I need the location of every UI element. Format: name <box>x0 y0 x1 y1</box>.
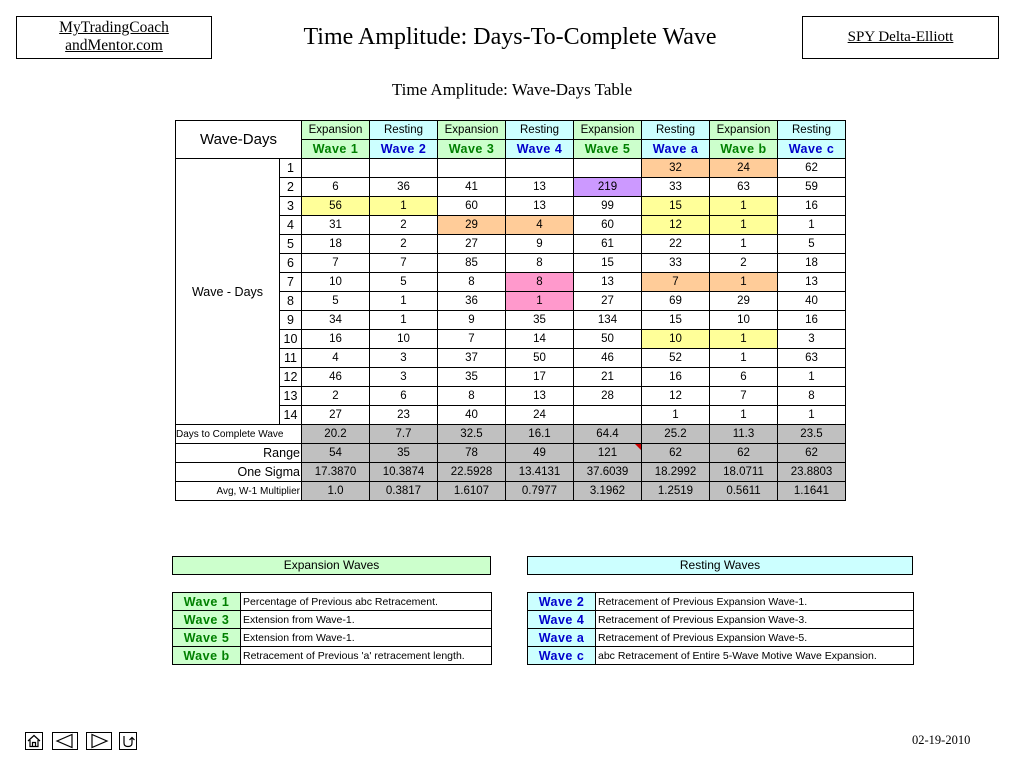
table-cell: 50 <box>506 349 574 368</box>
legend-wave: Wave a <box>528 629 596 647</box>
table-cell: 16 <box>302 330 370 349</box>
table-cell: 27 <box>438 235 506 254</box>
corner-label: Wave-Days <box>176 121 302 159</box>
stat-value: 35 <box>370 444 438 463</box>
table-cell: 6 <box>370 387 438 406</box>
legend-wave: Wave 2 <box>528 593 596 611</box>
legend-row <box>173 611 492 629</box>
legend-description: abc Retracement of Entire 5-Wave Motive Wave Expansion. <box>596 647 914 665</box>
stat-row <box>176 444 846 463</box>
stat-value: 0.5611 <box>710 482 778 501</box>
stat-value: 1.0 <box>302 482 370 501</box>
table-cell: 1 <box>506 292 574 311</box>
expansion-legend-table <box>172 592 492 665</box>
table-cell: 63 <box>778 349 846 368</box>
table-cell: 18 <box>302 235 370 254</box>
table-cell: 59 <box>778 178 846 197</box>
table-cell: 1 <box>710 235 778 254</box>
spy-delta-elliott-link[interactable]: SPY Delta-Elliott <box>802 16 999 59</box>
stat-value: 0.7977 <box>506 482 574 501</box>
logo-line-1[interactable]: MyTradingCoach <box>59 19 169 36</box>
table-cell: 1 <box>642 406 710 425</box>
forward-icon[interactable] <box>86 732 112 750</box>
table-cell: 16 <box>642 368 710 387</box>
table-cell: 56 <box>302 197 370 216</box>
wave-type-header: Expansion <box>574 121 642 140</box>
wave-type-header: Expansion <box>302 121 370 140</box>
table-cell: 62 <box>778 159 846 178</box>
table-cell: 46 <box>574 349 642 368</box>
stat-value: 1.1641 <box>778 482 846 501</box>
row-number: 8 <box>280 292 302 311</box>
table-cell: 34 <box>302 311 370 330</box>
table-cell <box>574 159 642 178</box>
legend-row <box>528 647 914 665</box>
legend-description: Retracement of Previous Expansion Wave-1. <box>596 593 914 611</box>
table-cell: 60 <box>438 197 506 216</box>
table-cell: 2 <box>370 216 438 235</box>
table-type-row <box>176 121 846 140</box>
stat-value: 78 <box>438 444 506 463</box>
table-cell: 23 <box>370 406 438 425</box>
table-cell: 134 <box>574 311 642 330</box>
table-cell <box>574 406 642 425</box>
table-cell: 16 <box>778 311 846 330</box>
stat-value: 54 <box>302 444 370 463</box>
table-cell: 8 <box>438 387 506 406</box>
stat-value: 121 <box>574 444 642 463</box>
table-cell: 1 <box>710 216 778 235</box>
wave-name-header: Wave 1 <box>302 140 370 159</box>
table-cell: 29 <box>438 216 506 235</box>
table-cell: 36 <box>438 292 506 311</box>
stat-row <box>176 463 846 482</box>
stat-label: Days to Complete Wave <box>176 425 302 444</box>
wave-name-header: Wave 4 <box>506 140 574 159</box>
stat-value: 3.1962 <box>574 482 642 501</box>
table-cell: 33 <box>642 254 710 273</box>
table-cell: 32 <box>642 159 710 178</box>
stat-value: 20.2 <box>302 425 370 444</box>
table-cell: 9 <box>438 311 506 330</box>
legend-description: Extension from Wave-1. <box>241 611 492 629</box>
table-cell: 3 <box>370 368 438 387</box>
stat-value: 1.6107 <box>438 482 506 501</box>
table-cell: 7 <box>370 254 438 273</box>
table-cell: 13 <box>574 273 642 292</box>
table-cell: 4 <box>302 349 370 368</box>
row-number: 3 <box>280 197 302 216</box>
table-row <box>176 159 846 178</box>
table-cell: 61 <box>574 235 642 254</box>
stat-value: 32.5 <box>438 425 506 444</box>
table-cell: 31 <box>302 216 370 235</box>
legend-wave: Wave b <box>173 647 241 665</box>
table-cell <box>506 159 574 178</box>
table-cell: 33 <box>642 178 710 197</box>
stat-value: 17.3870 <box>302 463 370 482</box>
table-cell: 2 <box>370 235 438 254</box>
stat-value: 64.4 <box>574 425 642 444</box>
table-cell: 41 <box>438 178 506 197</box>
wave-type-header: Resting <box>506 121 574 140</box>
table-cell: 27 <box>574 292 642 311</box>
comment-marker[interactable] <box>635 444 641 450</box>
table-cell: 35 <box>506 311 574 330</box>
table-cell: 12 <box>642 216 710 235</box>
table-cell: 9 <box>506 235 574 254</box>
table-cell: 6 <box>302 178 370 197</box>
table-cell: 85 <box>438 254 506 273</box>
table-cell: 2 <box>302 387 370 406</box>
stat-label: Avg, W-1 Multiplier <box>176 482 302 501</box>
wave-days-table <box>175 120 846 501</box>
row-number: 6 <box>280 254 302 273</box>
page-title: Time Amplitude: Days-To-Complete Wave <box>303 24 717 50</box>
table-cell: 10 <box>710 311 778 330</box>
legend-description: Extension from Wave-1. <box>241 629 492 647</box>
resting-legend-table <box>527 592 914 665</box>
table-cell: 1 <box>370 197 438 216</box>
table-cell: 40 <box>438 406 506 425</box>
row-number: 7 <box>280 273 302 292</box>
table-cell: 7 <box>302 254 370 273</box>
table-cell: 4 <box>506 216 574 235</box>
table-cell <box>438 159 506 178</box>
stat-value: 16.1 <box>506 425 574 444</box>
wave-name-header: Wave 2 <box>370 140 438 159</box>
table-cell: 14 <box>506 330 574 349</box>
table-cell: 63 <box>710 178 778 197</box>
logo-box[interactable] <box>16 16 212 59</box>
table-cell: 1 <box>778 406 846 425</box>
table-cell: 219 <box>574 178 642 197</box>
legend-row <box>528 593 914 611</box>
table-cell: 8 <box>506 273 574 292</box>
row-number: 5 <box>280 235 302 254</box>
table-cell: 2 <box>710 254 778 273</box>
resting-waves-header: Resting Waves <box>527 556 913 575</box>
legend-wave: Wave 3 <box>173 611 241 629</box>
table-cell: 7 <box>642 273 710 292</box>
table-cell: 5 <box>370 273 438 292</box>
table-cell: 36 <box>370 178 438 197</box>
logo-line-2[interactable]: andMentor.com <box>65 37 163 54</box>
home-icon[interactable] <box>25 732 43 750</box>
wave-type-header: Resting <box>778 121 846 140</box>
stat-value: 62 <box>778 444 846 463</box>
table-cell: 60 <box>574 216 642 235</box>
table-cell: 13 <box>506 387 574 406</box>
table-cell: 37 <box>438 349 506 368</box>
side-label: Wave - Days <box>176 159 280 425</box>
table-cell: 15 <box>642 311 710 330</box>
table-cell: 1 <box>370 311 438 330</box>
table-cell: 22 <box>642 235 710 254</box>
legend-description: Percentage of Previous abc Retracement. <box>241 593 492 611</box>
row-number: 12 <box>280 368 302 387</box>
table-cell: 7 <box>438 330 506 349</box>
table-cell: 18 <box>778 254 846 273</box>
table-cell: 13 <box>506 178 574 197</box>
row-number: 2 <box>280 178 302 197</box>
expansion-waves-header: Expansion Waves <box>172 556 491 575</box>
stat-row <box>176 482 846 501</box>
table-cell: 8 <box>778 387 846 406</box>
row-number: 11 <box>280 349 302 368</box>
back-icon[interactable] <box>52 732 78 750</box>
table-subtitle: Time Amplitude: Wave-Days Table <box>391 80 633 99</box>
table-cell: 10 <box>370 330 438 349</box>
table-cell: 69 <box>642 292 710 311</box>
stat-value: 1.2519 <box>642 482 710 501</box>
row-number: 1 <box>280 159 302 178</box>
table-cell: 10 <box>302 273 370 292</box>
table-cell: 99 <box>574 197 642 216</box>
table-cell: 1 <box>370 292 438 311</box>
legend-row <box>173 629 492 647</box>
stat-value: 49 <box>506 444 574 463</box>
footer-date: 02-19-2010 <box>912 733 971 747</box>
wave-name-header: Wave 5 <box>574 140 642 159</box>
wave-type-header: Resting <box>370 121 438 140</box>
table-cell: 6 <box>710 368 778 387</box>
stat-value: 18.2992 <box>642 463 710 482</box>
stat-value: 23.8803 <box>778 463 846 482</box>
legend-row <box>173 647 492 665</box>
table-cell: 52 <box>642 349 710 368</box>
row-number: 9 <box>280 311 302 330</box>
table-cell: 8 <box>438 273 506 292</box>
table-cell: 24 <box>710 159 778 178</box>
stat-value: 13.4131 <box>506 463 574 482</box>
legend-wave: Wave c <box>528 647 596 665</box>
table-cell: 8 <box>506 254 574 273</box>
row-number: 13 <box>280 387 302 406</box>
table-cell: 12 <box>642 387 710 406</box>
table-cell: 13 <box>506 197 574 216</box>
wave-type-header: Expansion <box>438 121 506 140</box>
legend-row <box>528 629 914 647</box>
return-icon[interactable] <box>119 732 137 750</box>
stat-value: 10.3874 <box>370 463 438 482</box>
stat-value: 37.6039 <box>574 463 642 482</box>
table-cell: 24 <box>506 406 574 425</box>
legend-description: Retracement of Previous Expansion Wave-3. <box>596 611 914 629</box>
table-cell: 21 <box>574 368 642 387</box>
stat-value: 7.7 <box>370 425 438 444</box>
legend-description: Retracement of Previous Expansion Wave-5. <box>596 629 914 647</box>
table-cell: 1 <box>710 330 778 349</box>
table-cell: 3 <box>778 330 846 349</box>
stat-value: 0.3817 <box>370 482 438 501</box>
stat-value: 25.2 <box>642 425 710 444</box>
legend-wave: Wave 4 <box>528 611 596 629</box>
table-cell <box>370 159 438 178</box>
table-cell: 1 <box>778 216 846 235</box>
table-cell: 35 <box>438 368 506 387</box>
wave-type-header: Resting <box>642 121 710 140</box>
table-cell: 15 <box>642 197 710 216</box>
table-cell: 17 <box>506 368 574 387</box>
legend-wave: Wave 1 <box>173 593 241 611</box>
wave-type-header: Expansion <box>710 121 778 140</box>
table-cell: 46 <box>302 368 370 387</box>
stat-value: 11.3 <box>710 425 778 444</box>
table-cell: 40 <box>778 292 846 311</box>
table-cell: 1 <box>710 406 778 425</box>
stat-label: Range <box>176 444 302 463</box>
table-cell: 1 <box>710 349 778 368</box>
table-cell: 10 <box>642 330 710 349</box>
table-cell: 7 <box>710 387 778 406</box>
stat-value: 62 <box>642 444 710 463</box>
stat-value: 62 <box>710 444 778 463</box>
table-cell: 1 <box>710 197 778 216</box>
wave-name-header: Wave 3 <box>438 140 506 159</box>
table-cell: 15 <box>574 254 642 273</box>
table-cell: 3 <box>370 349 438 368</box>
legend-row <box>173 593 492 611</box>
table-cell: 5 <box>778 235 846 254</box>
stat-value: 18.0711 <box>710 463 778 482</box>
row-number: 4 <box>280 216 302 235</box>
legend-row <box>528 611 914 629</box>
table-cell: 27 <box>302 406 370 425</box>
table-cell: 29 <box>710 292 778 311</box>
stat-value: 23.5 <box>778 425 846 444</box>
row-number: 10 <box>280 330 302 349</box>
legend-wave: Wave 5 <box>173 629 241 647</box>
table-cell: 1 <box>778 368 846 387</box>
stat-value: 22.5928 <box>438 463 506 482</box>
wave-name-header: Wave c <box>778 140 846 159</box>
table-cell: 16 <box>778 197 846 216</box>
table-cell: 13 <box>778 273 846 292</box>
table-cell <box>302 159 370 178</box>
table-cell: 28 <box>574 387 642 406</box>
stat-row <box>176 425 846 444</box>
table-cell: 5 <box>302 292 370 311</box>
wave-name-header: Wave a <box>642 140 710 159</box>
table-cell: 1 <box>710 273 778 292</box>
table-cell: 50 <box>574 330 642 349</box>
row-number: 14 <box>280 406 302 425</box>
stat-label: One Sigma <box>176 463 302 482</box>
wave-name-header: Wave b <box>710 140 778 159</box>
legend-description: Retracement of Previous 'a' retracement length. <box>241 647 492 665</box>
